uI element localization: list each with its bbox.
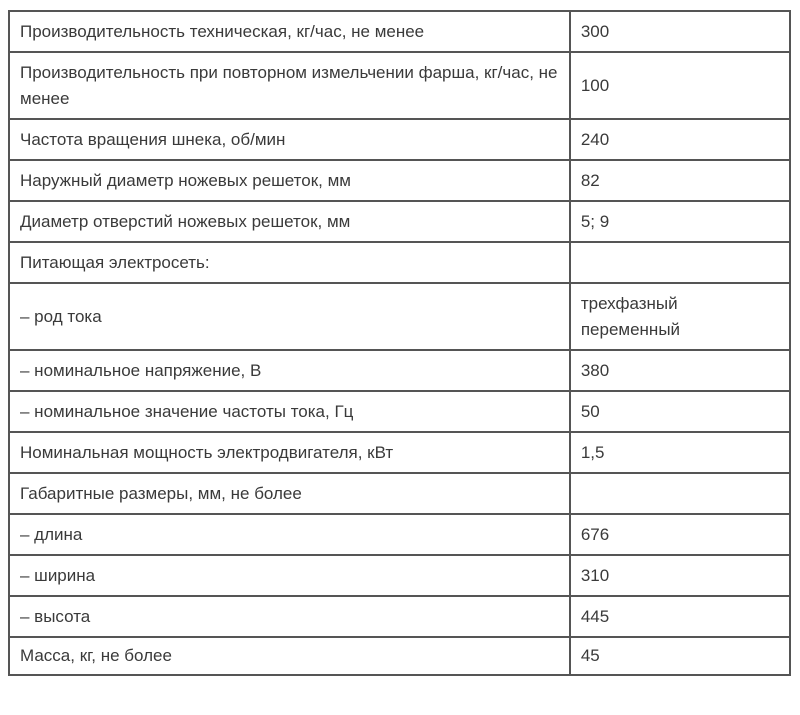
param-cell: Масса, кг, не более	[9, 637, 570, 675]
table-row	[9, 432, 790, 473]
specifications-table	[8, 10, 791, 676]
value-cell: 310	[570, 555, 790, 596]
value-cell: 45	[570, 637, 790, 675]
value-cell: 300	[570, 11, 790, 52]
param-cell: Частота вращения шнека, об/мин	[9, 119, 570, 160]
value-cell: 380	[570, 350, 790, 391]
value-cell: 5; 9	[570, 201, 790, 242]
param-cell: – номинальное значение частоты тока, Гц	[9, 391, 570, 432]
param-cell: Диаметр отверстий ножевых решеток, мм	[9, 201, 570, 242]
table-row	[9, 52, 790, 119]
value-cell: 1,5	[570, 432, 790, 473]
table-row	[9, 350, 790, 391]
table-row	[9, 11, 790, 52]
table-row	[9, 119, 790, 160]
table-row	[9, 391, 790, 432]
param-cell: – род тока	[9, 283, 570, 350]
param-cell: Габаритные размеры, мм, не более	[9, 473, 570, 514]
value-cell: трехфазный переменный	[570, 283, 790, 350]
param-cell: – ширина	[9, 555, 570, 596]
value-cell: 82	[570, 160, 790, 201]
value-cell	[570, 242, 790, 283]
value-cell: 50	[570, 391, 790, 432]
table-row	[9, 201, 790, 242]
table-row	[9, 555, 790, 596]
param-cell: Производительность при повторном измельчении фарша, кг/час, не менее	[9, 52, 570, 119]
table-row	[9, 637, 790, 675]
value-cell: 100	[570, 52, 790, 119]
table-row	[9, 514, 790, 555]
param-cell: Питающая электросеть:	[9, 242, 570, 283]
table-row	[9, 283, 790, 350]
value-cell	[570, 473, 790, 514]
value-cell: 676	[570, 514, 790, 555]
param-cell: – высота	[9, 596, 570, 637]
param-cell: – номинальное напряжение, В	[9, 350, 570, 391]
table-row	[9, 160, 790, 201]
value-cell: 240	[570, 119, 790, 160]
table-row	[9, 242, 790, 283]
value-cell: 445	[570, 596, 790, 637]
table-row	[9, 473, 790, 514]
param-cell: Номинальная мощность электродвигателя, кВт	[9, 432, 570, 473]
param-cell: Наружный диаметр ножевых решеток, мм	[9, 160, 570, 201]
param-cell: Производительность техническая, кг/час, не менее	[9, 11, 570, 52]
param-cell: – длина	[9, 514, 570, 555]
table-row	[9, 596, 790, 637]
